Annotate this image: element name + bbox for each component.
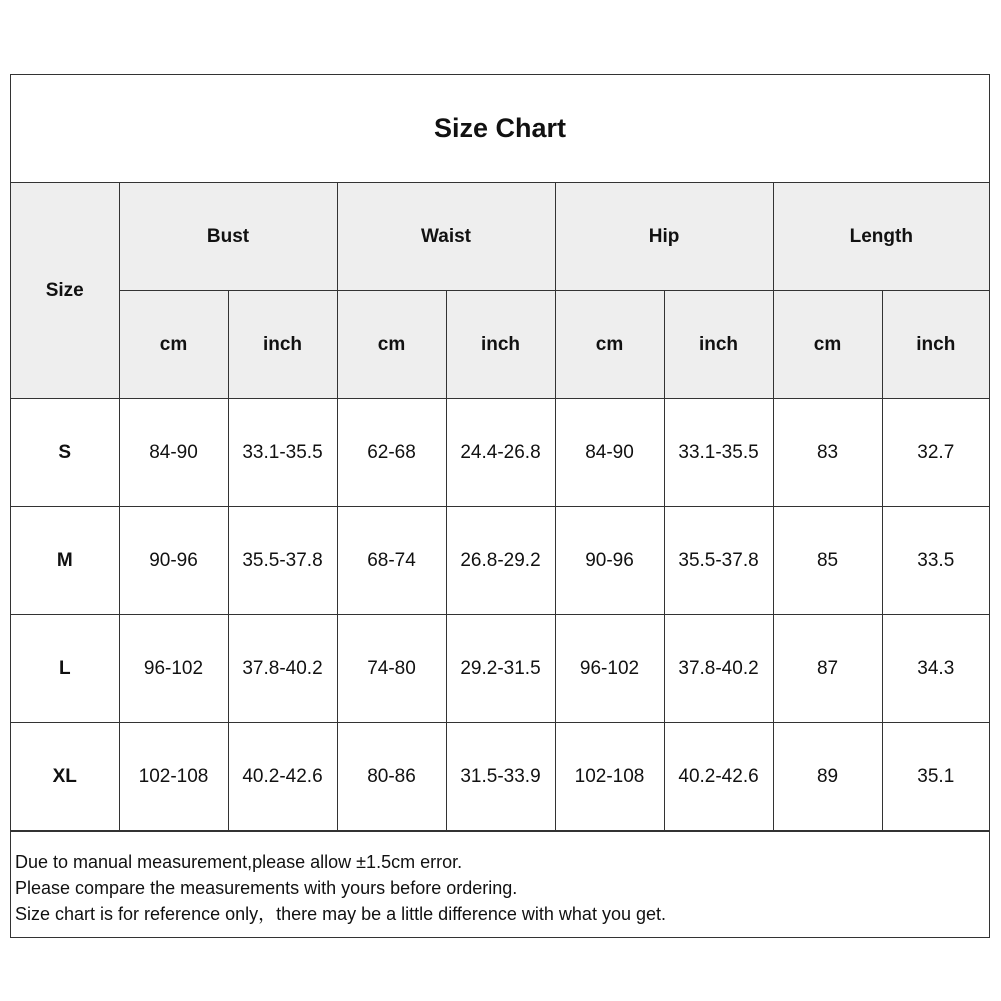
table-cell: 87 [773, 615, 882, 723]
table-cell: 68-74 [337, 507, 446, 615]
header-hip: Hip [555, 183, 773, 291]
size-table [11, 183, 989, 831]
table-cell: 33.1-35.5 [228, 399, 337, 507]
table-row [11, 399, 989, 507]
size-chart-title: Size Chart [11, 75, 989, 183]
size-label: M [11, 507, 119, 615]
table-cell: 37.8-40.2 [664, 615, 773, 723]
table-cell: 84-90 [119, 399, 228, 507]
table-cell: 80-86 [337, 723, 446, 831]
table-row [11, 507, 989, 615]
table-cell: 40.2-42.6 [664, 723, 773, 831]
table-cell: 40.2-42.6 [228, 723, 337, 831]
table-cell: 26.8-29.2 [446, 507, 555, 615]
table-cell: 90-96 [555, 507, 664, 615]
table-cell: 83 [773, 399, 882, 507]
header-length: Length [773, 183, 989, 291]
note-line: Due to manual measurement,please allow ±1.5cm error. [15, 852, 463, 872]
table-cell: 35.5-37.8 [664, 507, 773, 615]
header-unit: cm [773, 291, 882, 399]
table-row [11, 615, 989, 723]
header-unit: inch [882, 291, 989, 399]
header-unit: cm [337, 291, 446, 399]
table-cell: 33.1-35.5 [664, 399, 773, 507]
table-cell: 90-96 [119, 507, 228, 615]
table-cell: 35.5-37.8 [228, 507, 337, 615]
header-waist: Waist [337, 183, 555, 291]
table-cell: 84-90 [555, 399, 664, 507]
table-cell: 37.8-40.2 [228, 615, 337, 723]
table-cell: 35.1 [882, 723, 989, 831]
table-cell: 74-80 [337, 615, 446, 723]
table-cell: 29.2-31.5 [446, 615, 555, 723]
header-unit: cm [119, 291, 228, 399]
header-row-groups [11, 183, 989, 291]
table-cell: 62-68 [337, 399, 446, 507]
table-row [11, 723, 989, 831]
header-unit: inch [446, 291, 555, 399]
size-label: L [11, 615, 119, 723]
size-label: XL [11, 723, 119, 831]
table-cell: 102-108 [555, 723, 664, 831]
header-unit: inch [664, 291, 773, 399]
table-cell: 102-108 [119, 723, 228, 831]
note-line: Size chart is for reference only，there may be a little difference with what you get. [15, 904, 666, 924]
table-cell: 32.7 [882, 399, 989, 507]
header-unit: inch [228, 291, 337, 399]
size-chart-sheet [10, 74, 990, 938]
table-cell: 33.5 [882, 507, 989, 615]
header-row-units [11, 291, 989, 399]
table-cell: 34.3 [882, 615, 989, 723]
table-cell: 24.4-26.8 [446, 399, 555, 507]
table-cell: 89 [773, 723, 882, 831]
notes [11, 831, 989, 927]
table-cell: 85 [773, 507, 882, 615]
table-cell: 96-102 [555, 615, 664, 723]
size-label: S [11, 399, 119, 507]
table-cell: 31.5-33.9 [446, 723, 555, 831]
header-bust: Bust [119, 183, 337, 291]
header-unit: cm [555, 291, 664, 399]
table-cell: 96-102 [119, 615, 228, 723]
header-size: Size [11, 183, 119, 399]
note-line: Please compare the measurements with yours before ordering. [15, 878, 518, 898]
